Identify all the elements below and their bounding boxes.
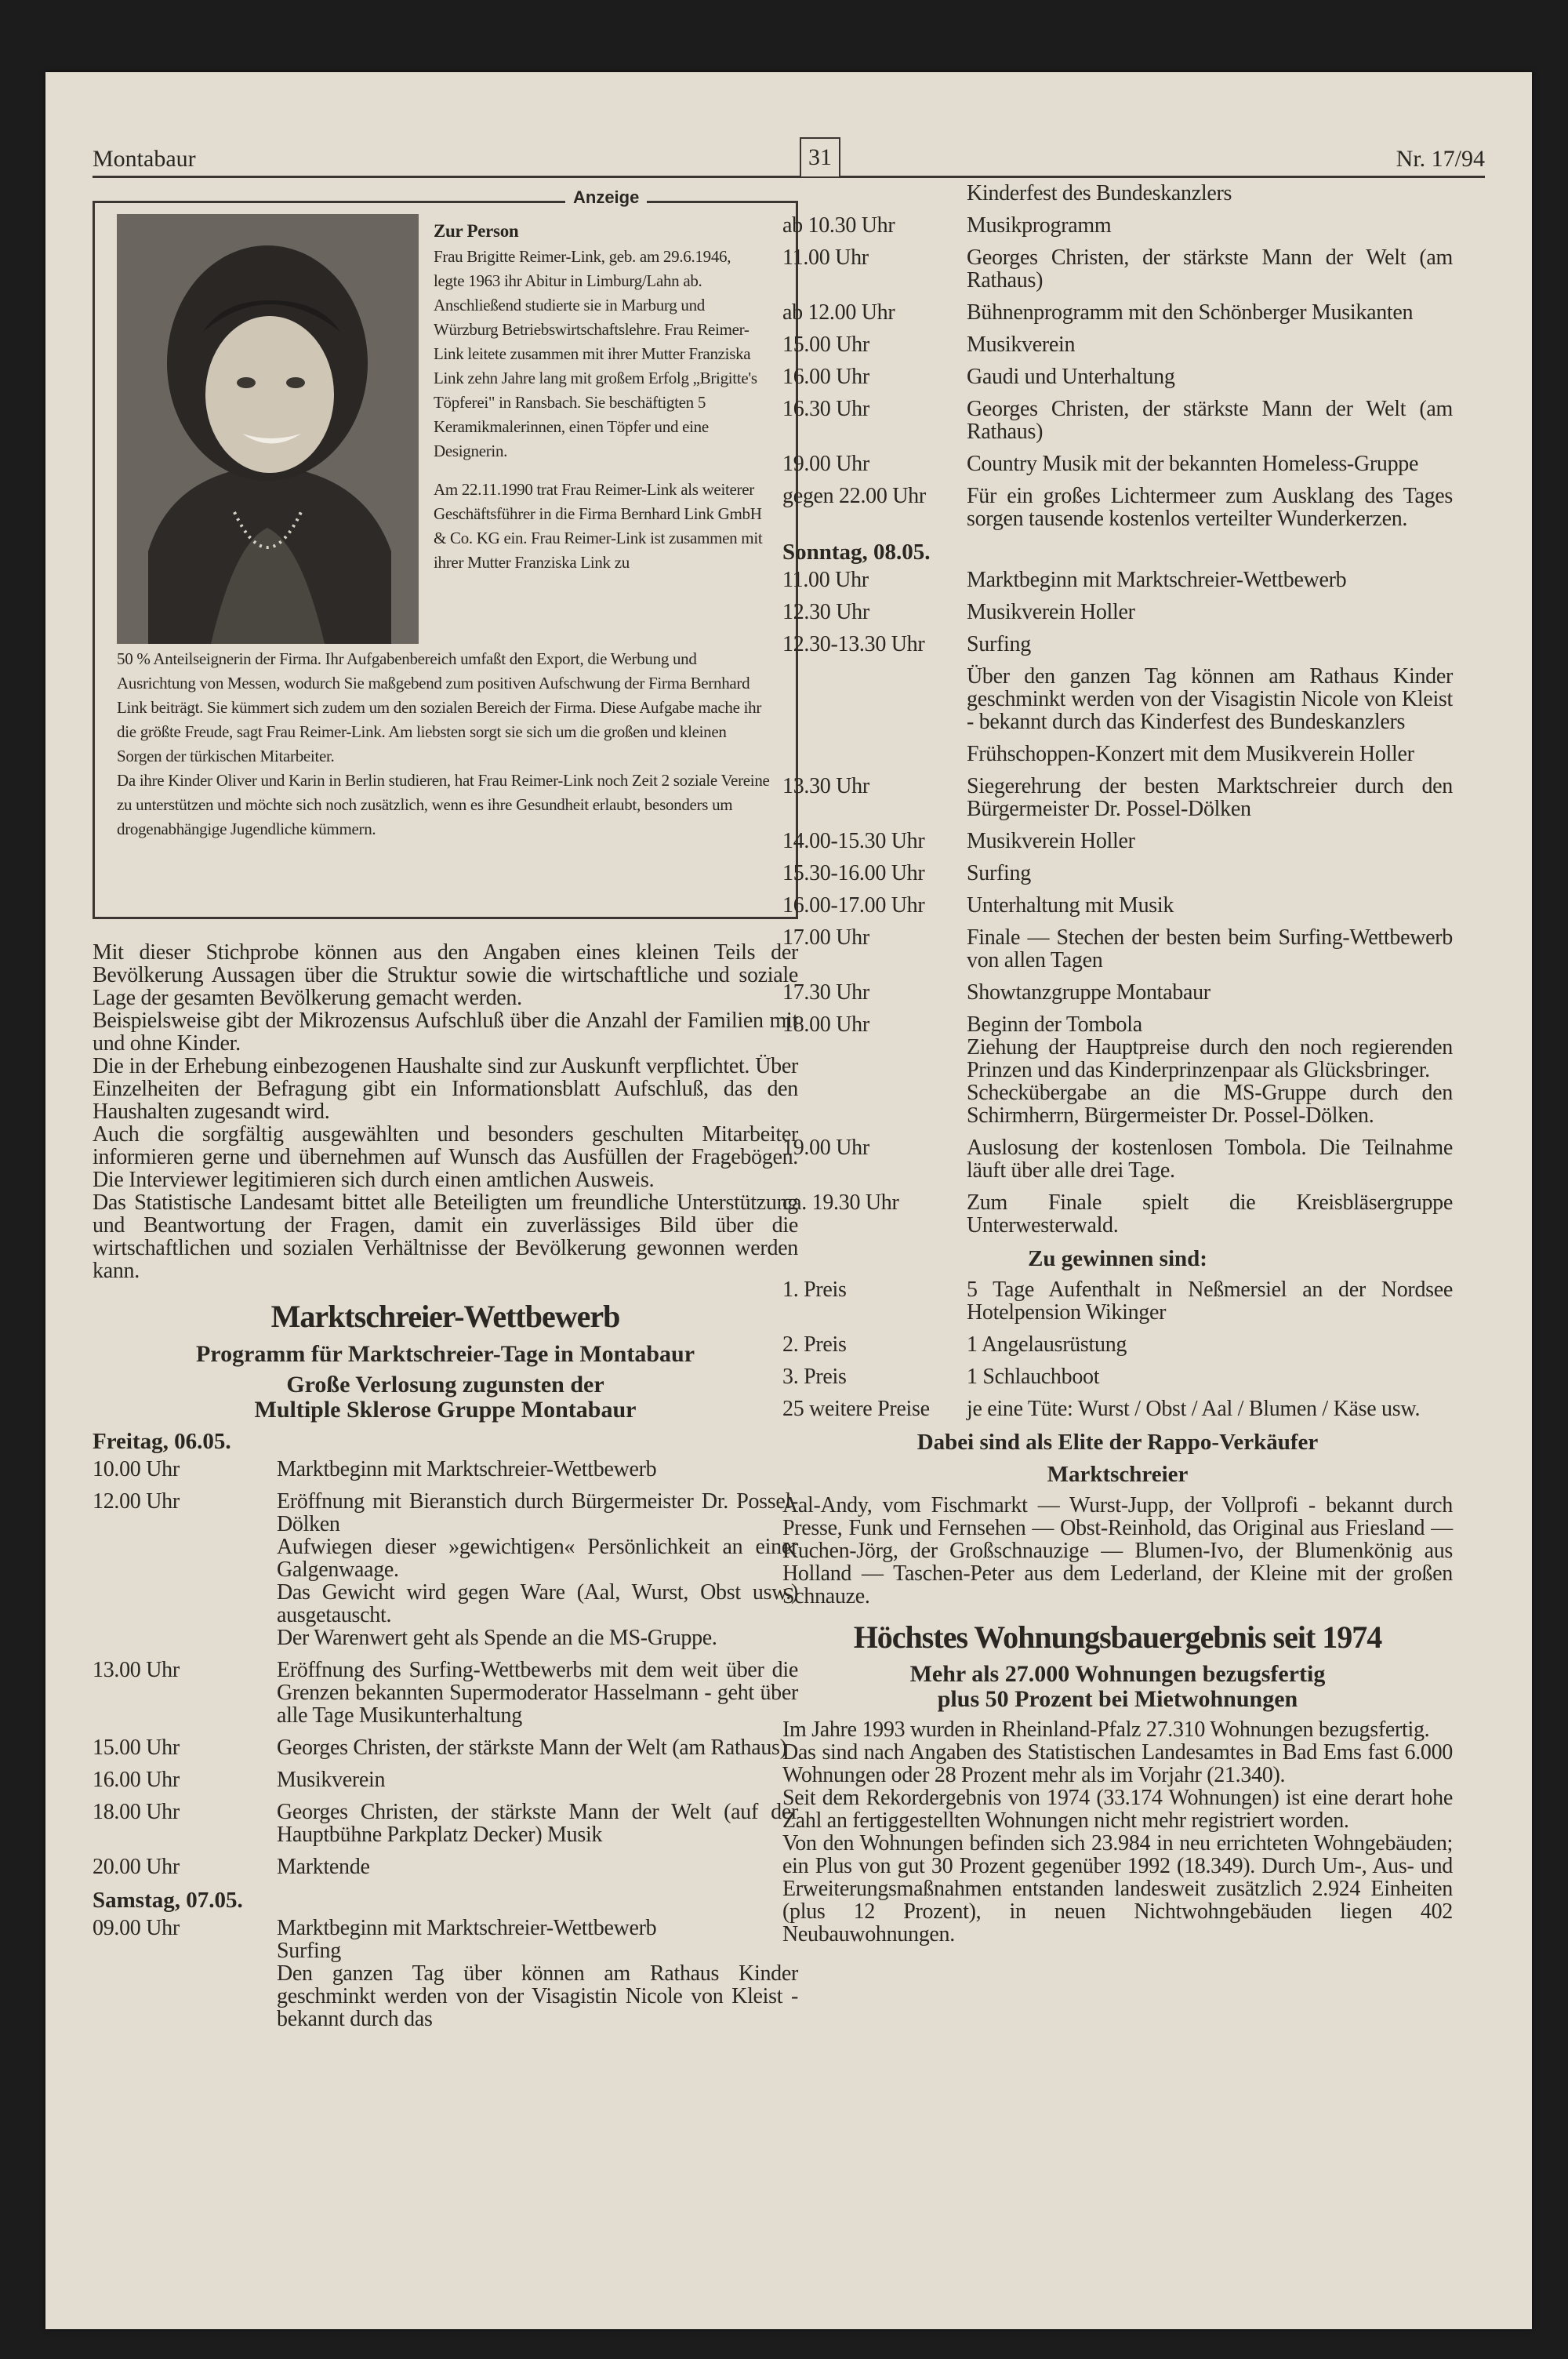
schedule-description: Georges Christen, der stärkste Mann der Welt (am Rathaus) xyxy=(967,245,1453,293)
ad-paragraph-1: Frau Brigitte Reimer-Link, geb. am 29.6.1946, legte 1963 ihr Abitur in Limburg/Lahn ab. Anschließend studierte sie in Marburg und Würzburg Betriebswirtschaftslehre. Frau Reimer-Link leitete zusammen mit ihrer Mutter Franziska Link zehn Jahre lang mit großem Erfolg „Brigitte's Töpferei" in Ransbach. Sie beschäftigten 5 Keramikmalerinnen, einen Töpfer und eine Designerin. xyxy=(434,247,757,460)
schedule-description: Finale — Stechen der besten beim Surfing-Wettbewerb von allen Tagen xyxy=(967,925,1453,972)
schedule-row xyxy=(782,365,1453,388)
schedule-time: 16.00-17.00 Uhr xyxy=(782,893,925,918)
wohnung-paragraph: Das sind nach Angaben des Statistischen Landesamtes in Bad Ems fast 6.000 Wohnungen oder 28 Prozent mehr als im Vorjahr (21.340). xyxy=(782,1740,1453,1787)
schedule-row xyxy=(782,1191,1453,1237)
schedule-row xyxy=(782,601,1453,623)
ad-label: Anzeige xyxy=(565,187,647,208)
schedule-time: 12.00 Uhr xyxy=(93,1489,180,1514)
schedule-description: Surfing xyxy=(967,861,1031,885)
schedule-row xyxy=(782,569,1453,591)
schedule-description: Beginn der Tombola Ziehung der Hauptpreise durch den noch regierenden Prinzen und das Kinderprinzenpaar als Glücksbringer. Scheckübergabe an die MS-Gruppe durch den Schirmherrn, Bürgermeister Dr. Possel-Dölken. xyxy=(967,1012,1453,1128)
schedule-row xyxy=(93,1659,798,1727)
markt-headline: Marktschreier-Wettbewerb xyxy=(270,1299,620,1334)
schedule-time: 25 weitere Preise xyxy=(782,1397,930,1421)
schedule-description: Marktbeginn mit Marktschreier-Wettbewerb xyxy=(277,1457,657,1481)
schedule-row xyxy=(782,665,1453,733)
wohnung-subtitle-1: Mehr als 27.000 Wohnungen bezugsfertig xyxy=(909,1661,1326,1687)
right-column xyxy=(782,182,1453,1946)
schedule-description: Zum Finale spielt die Kreisbläsergruppe Unterwesterwald. xyxy=(967,1190,1453,1238)
sunday-schedule xyxy=(782,569,1453,1237)
schedule-time: 19.00 Uhr xyxy=(782,1136,869,1160)
friday-schedule xyxy=(93,1458,798,1878)
newspaper-page xyxy=(45,72,1532,2329)
header-town: Montabaur xyxy=(93,146,196,172)
day-heading-friday: Freitag, 06.05. xyxy=(93,1429,231,1454)
schedule-row xyxy=(93,1736,798,1759)
schedule-row xyxy=(93,1490,798,1649)
schedule-time: 15.30-16.00 Uhr xyxy=(782,861,925,885)
day-heading-sunday: Sonntag, 08.05. xyxy=(782,540,931,565)
schedule-time: ab 12.00 Uhr xyxy=(782,300,895,325)
schedule-row xyxy=(782,981,1453,1004)
schedule-time: 16.00 Uhr xyxy=(93,1768,180,1792)
schedule-description: je eine Tüte: Wurst / Obst / Aal / Blumen / Käse usw. xyxy=(967,1397,1421,1421)
schedule-description: Kinderfest des Bundeskanzlers xyxy=(967,181,1232,205)
schedule-time: 15.00 Uhr xyxy=(93,1736,180,1760)
wohnung-paragraph: Von den Wohnungen befinden sich 23.984 in neu errichteten Wohngebäuden; ein Plus von gut 30 Prozent gegenüber 1992 (18.349). Durch Um-, Aus- und Erweiterungsmaßnahmen entstanden landesweit zusätzlich 2.924 Einheiten (plus 12 Prozent), in neuen Nichtwohngebäuden liegen 402 Neubauwohnungen. xyxy=(782,1831,1453,1946)
portrait-photo xyxy=(117,214,419,644)
article-paragraph: Mit dieser Stichprobe können aus den Angaben eines kleinen Teils der Bevölkerung Aussagen über die Struktur sowie die wirtschaftliche und soziale Lage der gesamten Bevölkerung gemacht werden. xyxy=(93,940,798,1010)
schedule-description: Über den ganzen Tag können am Rathaus Kinder geschminkt werden von der Visagistin Nicole von Kleist - bekannt durch das Kinderfest des Bundeskanzlers xyxy=(967,664,1453,734)
ad-text-bottom xyxy=(117,647,772,841)
schedule-description: Frühschoppen-Konzert mit dem Musikverein Holler xyxy=(967,742,1414,766)
verlosung-line-1: Große Verlosung zugunsten der xyxy=(286,1372,604,1398)
schedule-description: Marktbeginn mit Marktschreier-Wettbewerb xyxy=(967,568,1347,592)
schedule-time: 11.00 Uhr xyxy=(782,568,869,592)
markt-subtitle: Programm für Marktschreier-Tage in Montabaur xyxy=(195,1341,695,1367)
schedule-row xyxy=(93,1856,798,1878)
schedule-time: 13.30 Uhr xyxy=(782,774,869,798)
mikrozensus-article xyxy=(93,941,798,1282)
schedule-row xyxy=(782,1136,1453,1182)
schedule-row xyxy=(782,926,1453,972)
day-heading-saturday: Samstag, 07.05. xyxy=(93,1888,243,1913)
schedule-row xyxy=(93,1917,798,2030)
schedule-description: Gaudi und Unterhaltung xyxy=(967,365,1175,389)
schedule-time: 16.30 Uhr xyxy=(782,397,869,421)
schedule-row xyxy=(782,214,1453,237)
wohnung-subtitle-2: plus 50 Prozent bei Mietwohnungen xyxy=(937,1686,1298,1712)
schedule-description: Musikverein Holler xyxy=(967,829,1135,853)
schedule-description: Eröffnung des Surfing-Wettbewerbs mit dem weit über die Grenzen bekannten Supermoderator Hasselmann - geht über alle Tage Musikunterhaltung xyxy=(277,1658,798,1728)
schedule-time xyxy=(782,665,967,733)
schedule-time: 18.00 Uhr xyxy=(782,1012,869,1037)
schedule-row xyxy=(782,182,1453,205)
ad-paragraph-2: Am 22.11.1990 trat Frau Reimer-Link als weiterer Geschäftsführer in die Firma Bernhard Link GmbH & Co. KG ein. Frau Reimer-Link ist zusammen mit ihrer Mutter Franziska Link zu xyxy=(434,480,763,572)
schedule-row xyxy=(782,830,1453,852)
page-number: 31 xyxy=(800,137,840,178)
schedule-row xyxy=(782,246,1453,292)
schedule-row xyxy=(782,398,1453,443)
schedule-time: ab 10.30 Uhr xyxy=(782,213,895,238)
schedule-row xyxy=(782,1278,1453,1324)
schedule-row xyxy=(782,775,1453,820)
schedule-description: 1 Schlauchboot xyxy=(967,1365,1100,1389)
schedule-time xyxy=(782,182,967,205)
ad-paragraph-4: Da ihre Kinder Oliver und Karin in Berlin studieren, hat Frau Reimer-Link noch Zeit 2 soziale Vereine zu unterstützen und möchte sich noch zusätzlich, wenn es ihre Gesundheit erlaubt, besonders um drogenabhängige Jugendliche kümmern. xyxy=(117,771,770,838)
elite-text: Aal-Andy, vom Fischmarkt — Wurst-Jupp, der Vollprofi - bekannt durch Presse, Funk und Fernsehen — Obst-Reinhold, das Original aus Friesland — Kuchen-Jörg, der Großschnauzige — Blumen-Ivo, der Blumenkönig aus Holland — Taschen-Peter aus dem Lederland, der Kleine mit der großen Schnauze. xyxy=(782,1493,1453,1608)
schedule-row xyxy=(782,301,1453,324)
left-column xyxy=(93,187,798,2040)
schedule-description: Surfing xyxy=(967,632,1031,656)
schedule-time: 2. Preis xyxy=(782,1332,847,1357)
schedule-description: Bühnenprogramm mit den Schönberger Musikanten xyxy=(967,300,1414,325)
schedule-description: Für ein großes Lichtermeer zum Ausklang des Tages sorgen tausende kostenlos verteilter Wunderkerzen. xyxy=(967,484,1453,531)
prize-list xyxy=(782,1278,1453,1420)
ad-title: Zur Person xyxy=(434,221,519,241)
wohnung-headline: Höchstes Wohnungsbauergebnis seit 1974 xyxy=(853,1619,1382,1655)
elite-heading: Dabei sind als Elite der Rappo-Verkäufer xyxy=(916,1430,1319,1455)
schedule-row xyxy=(93,1801,798,1846)
schedule-time: 16.00 Uhr xyxy=(782,365,869,389)
article-paragraph: Beispielsweise gibt der Mikrozensus Aufschluß über die Anzahl der Familien mit und ohne Kinder. xyxy=(93,1009,798,1056)
schedule-description: Musikprogramm xyxy=(967,213,1112,238)
schedule-description: Georges Christen, der stärkste Mann der Welt (am Rathaus) xyxy=(277,1736,787,1760)
schedule-description: Showtanzgruppe Montabaur xyxy=(967,980,1210,1005)
schedule-row xyxy=(782,1398,1453,1420)
article-paragraph: Auch die sorgfältig ausgewählten und besonders geschulten Mitarbeiter informieren gerne und übernehmen auf Wunsch das Ausfüllen der Fragebögen. Die Interviewer legitimieren sich durch einen amtlichen Ausweis. xyxy=(93,1122,798,1192)
schedule-time: 1. Preis xyxy=(782,1278,847,1302)
schedule-time: 19.00 Uhr xyxy=(782,452,869,476)
schedule-row xyxy=(782,743,1453,765)
article-paragraph: Die in der Erhebung einbezogenen Haushalte sind zur Auskunft verpflichtet. Über Einzelheiten der Befragung gibt ein Informationsblatt Aufschluß, das den Haushalten zugesandt wird. xyxy=(93,1054,798,1124)
schedule-row xyxy=(93,1458,798,1481)
elite-subheading: Marktschreier xyxy=(1047,1462,1189,1487)
schedule-time: 20.00 Uhr xyxy=(93,1855,180,1879)
schedule-time: 11.00 Uhr xyxy=(782,245,869,270)
schedule-time: 15.00 Uhr xyxy=(782,333,869,357)
schedule-time: 17.30 Uhr xyxy=(782,980,869,1005)
advertisement-box xyxy=(93,187,798,919)
schedule-time: 13.00 Uhr xyxy=(93,1658,180,1682)
schedule-time: 17.00 Uhr xyxy=(782,925,869,950)
wohnung-paragraph: Im Jahre 1993 wurden in Rheinland-Pfalz 27.310 Wohnungen bezugsfertig. xyxy=(782,1717,1430,1742)
schedule-time: gegen 22.00 Uhr xyxy=(782,484,926,508)
schedule-description: Unterhaltung mit Musik xyxy=(967,893,1174,918)
schedule-description: Georges Christen, der stärkste Mann der Welt (am Rathaus) xyxy=(967,397,1453,444)
schedule-row xyxy=(782,333,1453,356)
schedule-description: Marktbeginn mit Marktschreier-Wettbewerb Surfing Den ganzen Tag über können am Rathaus Kinder geschminkt werden von der Visagistin Nicole von Kleist - bekannt durch das xyxy=(277,1916,798,2031)
schedule-time xyxy=(782,743,967,765)
schedule-row xyxy=(782,453,1453,475)
schedule-time: 12.30-13.30 Uhr xyxy=(782,632,925,656)
schedule-time: ca. 19.30 Uhr xyxy=(782,1190,899,1215)
schedule-description: Auslosung der kostenlosen Tombola. Die Teilnahme läuft über alle drei Tage. xyxy=(967,1136,1453,1183)
schedule-row xyxy=(782,1333,1453,1356)
ad-text-column xyxy=(434,219,763,575)
schedule-description: 5 Tage Aufenthalt in Neßmersiel an der Nordsee Hotelpension Wikinger xyxy=(967,1278,1453,1325)
article-paragraph: Das Statistische Landesamt bittet alle Beteiligten um freundliche Unterstützung und Beantwortung der Fragen, damit ein zuverlässiges Bild über die wirtschaftlichen und sozialen Verhältnisse der Bevölkerung gewonnen werden kann. xyxy=(93,1190,798,1283)
schedule-row xyxy=(782,894,1453,917)
schedule-description: Marktende xyxy=(277,1855,370,1879)
page-header xyxy=(93,136,1485,178)
schedule-description: Georges Christen, der stärkste Mann der Welt (auf der Hauptbühne Parkplatz Decker) Musik xyxy=(277,1800,798,1847)
schedule-row xyxy=(93,1768,798,1791)
schedule-description: Country Musik mit der bekannten Homeless-Gruppe xyxy=(967,452,1419,476)
schedule-row xyxy=(782,1013,1453,1127)
wohnung-paragraph: Seit dem Rekordergebnis von 1974 (33.174 Wohnungen) ist eine derart hohe Zahl an fertiggestellten Wohnungen nicht mehr registriert worden. xyxy=(782,1786,1453,1833)
schedule-description: Musikverein xyxy=(967,333,1076,357)
schedule-description: Musikverein Holler xyxy=(967,600,1135,624)
issue-number: Nr. 17/94 xyxy=(1396,146,1485,172)
schedule-description: Eröffnung mit Bieranstich durch Bürgermeister Dr. Possel-Dölken Aufwiegen dieser »gewichtigen« Persönlichkeit an einer Galgenwaage. Das Gewicht wird gegen Ware (Aal, Wurst, Obst usw.) ausgetauscht. Der Warenwert geht als Spende an die MS-Gruppe. xyxy=(277,1489,798,1650)
schedule-description: 1 Angelausrüstung xyxy=(967,1332,1127,1357)
schedule-row xyxy=(782,485,1453,530)
ad-paragraph-3: 50 % Anteilseignerin der Firma. Ihr Aufgabenbereich umfaßt den Export, die Werbung und Ausrichtung von Messen, wodurch Sie maßgebend zum positiven Aufschwung der Firma Bernhard Link beiträgt. Sie kümmert sich zudem um den sozialen Bereich der Firma. Diese Aufgabe mache ihr die größte Freude, sagt Frau Reimer-Link. Am liebsten sorgt sie sich um die großen und kleinen Sorgen der türkischen Mitarbeiter. xyxy=(117,649,762,765)
schedule-time: 18.00 Uhr xyxy=(93,1800,180,1824)
saturday-schedule-start xyxy=(93,1917,798,2030)
schedule-row xyxy=(782,862,1453,885)
schedule-description: Siegerehrung der besten Marktschreier durch den Bürgermeister Dr. Possel-Dölken xyxy=(967,774,1453,821)
schedule-time: 12.30 Uhr xyxy=(782,600,869,624)
verlosung-line-2: Multiple Sklerose Gruppe Montabaur xyxy=(254,1397,637,1423)
schedule-time: 09.00 Uhr xyxy=(93,1916,180,1940)
schedule-time: 10.00 Uhr xyxy=(93,1457,180,1481)
prizes-heading: Zu gewinnen sind: xyxy=(1028,1246,1207,1271)
schedule-time: 3. Preis xyxy=(782,1365,847,1389)
schedule-row xyxy=(782,633,1453,656)
schedule-time: 14.00-15.30 Uhr xyxy=(782,829,925,853)
saturday-schedule-continued xyxy=(782,182,1453,530)
schedule-row xyxy=(782,1365,1453,1388)
schedule-description: Musikverein xyxy=(277,1768,386,1792)
portrait-illustration xyxy=(117,214,419,644)
